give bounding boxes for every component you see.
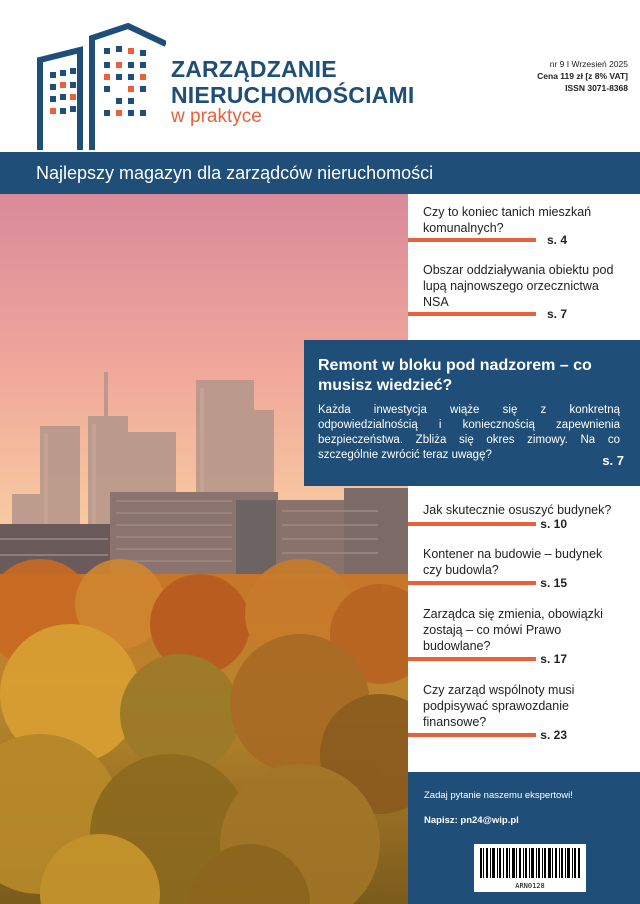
issue-issn: ISSN 3071-8368 (565, 83, 628, 93)
article-page: s. 10 (540, 517, 567, 531)
article-page: s. 23 (540, 728, 567, 742)
article-title: Kontener na budowie – budynek czy budowla? (423, 547, 603, 577)
article-underline (408, 522, 536, 526)
tagline: Najlepszy magazyn dla zarządców nieruchomości (36, 163, 434, 183)
title-line-2: NIERUCHOMOŚCIAMI (171, 82, 415, 108)
ask-email[interactable]: Napisz: pn24@wip.pl (424, 815, 519, 826)
barcode-number: ARN0128 (515, 882, 545, 890)
feature-title: Remont w bloku pod nadzorem – co musisz wiedzieć? (318, 357, 592, 394)
article-item[interactable] (423, 546, 623, 578)
title-line-1: ZARZĄDZANIE (171, 56, 337, 82)
article-item[interactable] (423, 682, 623, 730)
article-title: Zarządca się zmienia, obowiązki zostają – co mówi Prawo budowlane? (423, 607, 603, 653)
issue-price: Cena 119 zł [z 8% VAT] (537, 71, 628, 81)
article-underline (408, 312, 536, 316)
article-underline (408, 581, 536, 585)
issue-number: nr 9 I Wrzesień 2025 (549, 59, 628, 69)
article-page: s. 15 (540, 576, 567, 590)
article-title: Obszar oddziaływania obiektu pod lupą najnowszego orzecznictwa NSA (423, 263, 614, 309)
article-underline (408, 733, 536, 737)
article-item[interactable] (423, 262, 623, 310)
ask-question: Zadaj pytanie naszemu ekspertowi! (424, 790, 573, 801)
article-page: s. 17 (540, 652, 567, 666)
article-item[interactable] (423, 502, 623, 518)
article-title: Czy to koniec tanich mieszkań komunalnych? (423, 205, 592, 235)
feature-page: s. 7 (602, 453, 624, 468)
article-item[interactable] (423, 606, 623, 654)
article-page: s. 7 (546, 307, 567, 321)
article-title: Czy zarząd wspólnoty musi podpisywać sprawozdanie finansowe? (423, 683, 575, 729)
cover-photo (0, 194, 408, 904)
article-item[interactable] (423, 204, 623, 236)
barcode (474, 844, 586, 892)
article-underline (408, 238, 536, 242)
building-logo-icon (36, 22, 166, 150)
feature-text: Każda inwestycja wiąże się z konkretną odpowiedzialnością i koniecznością zapewnienia bezpieczeństwa. Zbliża się okres zimowy. Na co szczególnie zwrócić teraz uwagę? (318, 404, 620, 461)
cover-header (0, 0, 640, 152)
magazine-subtitle: w praktyce (171, 106, 262, 127)
barcode-icon (480, 848, 580, 878)
issue-info (537, 58, 628, 94)
ask-expert-box (408, 772, 640, 904)
feature-article[interactable] (304, 340, 640, 486)
article-page: s. 4 (546, 233, 567, 247)
magazine-title (171, 56, 414, 108)
article-underline (408, 657, 536, 661)
article-title: Jak skutecznie osuszyć budynek? (423, 503, 612, 517)
